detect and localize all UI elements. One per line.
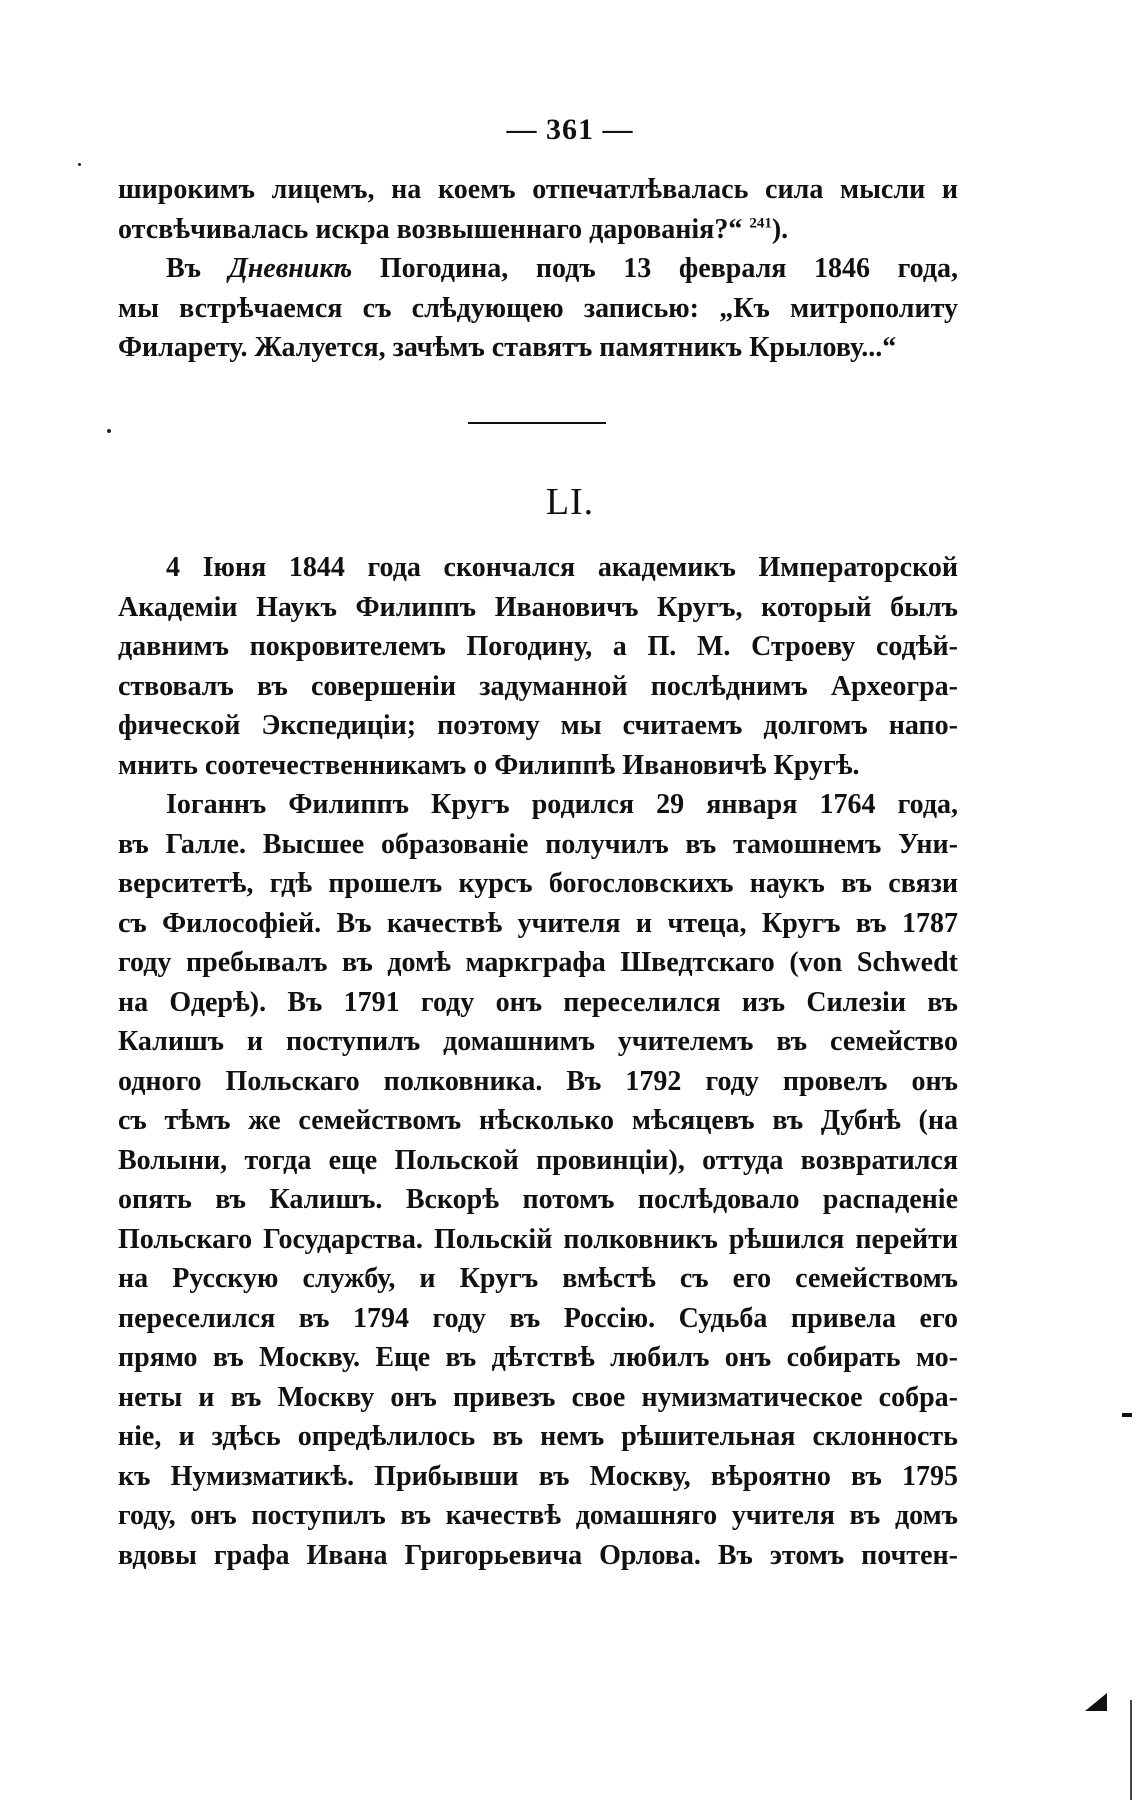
text-line: въ Галле. Высшее образованіе получилъ въ тамошнемъ Уни- <box>118 828 958 860</box>
text-line-content: отсвѣчивалась искра возвышеннаго дарованія?“ <box>118 213 743 245</box>
section-heading: LI. <box>545 481 595 523</box>
text-line: одного Польскаго полковника. Въ 1792 году провелъ онъ <box>118 1065 958 1097</box>
text-line: Волыни, тогда еще Польской провинціи), оттуда возвратился <box>118 1144 958 1176</box>
text-line: давнимъ покровителемъ Погодину, а П. М. Строеву содѣй- <box>118 631 958 662</box>
text-line: переселился въ 1794 году въ Россію. Судьба привела его <box>118 1302 958 1334</box>
text-line: году пребывалъ въ домѣ маркграфа Шведтскаго (von Schwedt <box>118 947 958 978</box>
text-line: неты и въ Москву онъ привезъ свое нумизматическое собра- <box>118 1381 958 1413</box>
text-line: мнить соотечественникамъ о Филиппѣ Ивановичѣ Кругѣ. <box>118 749 860 781</box>
text-line: съ тѣмъ же семействомъ нѣсколько мѣсяцевъ въ Дубнѣ (на <box>118 1105 958 1136</box>
text-line <box>118 249 958 289</box>
text-line <box>118 210 958 250</box>
text-line: на Русскую службу, и Кругъ вмѣстѣ съ его семействомъ <box>118 1263 958 1294</box>
text-line: Академіи Наукъ Филиппъ Ивановичъ Кругъ, который былъ <box>118 591 958 623</box>
scan-edge <box>1130 1700 1132 1800</box>
text-line: Филарету. Жалуется, зачѣмъ ставятъ памятникъ Крылову...“ <box>118 332 897 363</box>
page-number: — 361 — <box>506 113 634 146</box>
text-line: вдовы графа Ивана Григорьевича Орлова. Въ этомъ почтен- <box>118 1539 958 1571</box>
section-divider <box>468 422 606 424</box>
text-line: опять въ Калишъ. Вскорѣ потомъ послѣдовало распаденіе <box>118 1184 958 1215</box>
print-speck <box>78 163 81 166</box>
text-line-start: Въ <box>166 253 201 284</box>
text-line: прямо въ Москву. Еще въ дѣтствѣ любилъ онъ собирать мо- <box>118 1342 958 1373</box>
text-line: ніе, и здѣсь опредѣлилось въ немъ рѣшительная склонность <box>118 1421 958 1452</box>
print-speck <box>107 429 111 433</box>
text-line: съ Философіей. Въ качествѣ учителя и чтеца, Кругъ въ 1787 <box>118 907 958 939</box>
text-line-rest: Погодина, подъ 13 февраля 1846 года, <box>379 253 959 284</box>
footnote-reference: 241 <box>749 215 772 232</box>
text-line: Іоганнъ Филиппъ Кругъ родился 29 января 1764 года, <box>166 789 958 820</box>
text-line: верситетѣ, гдѣ прошелъ курсъ богословскихъ наукъ въ связи <box>118 868 958 899</box>
text-line: ствовалъ въ совершеніи задуманной послѣднимъ Археогра- <box>118 670 958 702</box>
text-line: къ Нумизматикѣ. Прибывши въ Москву, вѣроятно въ 1795 <box>118 1460 958 1492</box>
text-line: на Одерѣ). Въ 1791 году онъ переселился изъ Силезіи въ <box>118 986 958 1018</box>
text-line: 4 Іюня 1844 года скончался академикъ Императорской <box>166 552 958 583</box>
text-line: широкимъ лицемъ, на коемъ отпечатлѣвалась сила мысли и <box>118 174 958 205</box>
footnote-close: ). <box>771 213 789 245</box>
text-line: фической Экспедиціи; поэтому мы считаемъ долгомъ напо- <box>118 710 958 741</box>
corner-mark-icon <box>1085 1693 1107 1711</box>
text-line: году, онъ поступилъ въ качествѣ домашняго учителя въ домъ <box>118 1500 958 1531</box>
intro-text <box>118 170 958 368</box>
text-line: Калишъ и поступилъ домашнимъ учителемъ въ семейство <box>118 1026 958 1057</box>
paragraph-1-text <box>118 548 958 1575</box>
margin-mark <box>1122 1413 1132 1417</box>
text-line: мы встрѣчаемся съ слѣдующею записью: „Къ митрополиту <box>118 292 958 324</box>
italic-title: Дневникѣ <box>228 253 353 284</box>
text-line: Польскаго Государства. Польскій полковникъ рѣшился перейти <box>118 1223 958 1255</box>
